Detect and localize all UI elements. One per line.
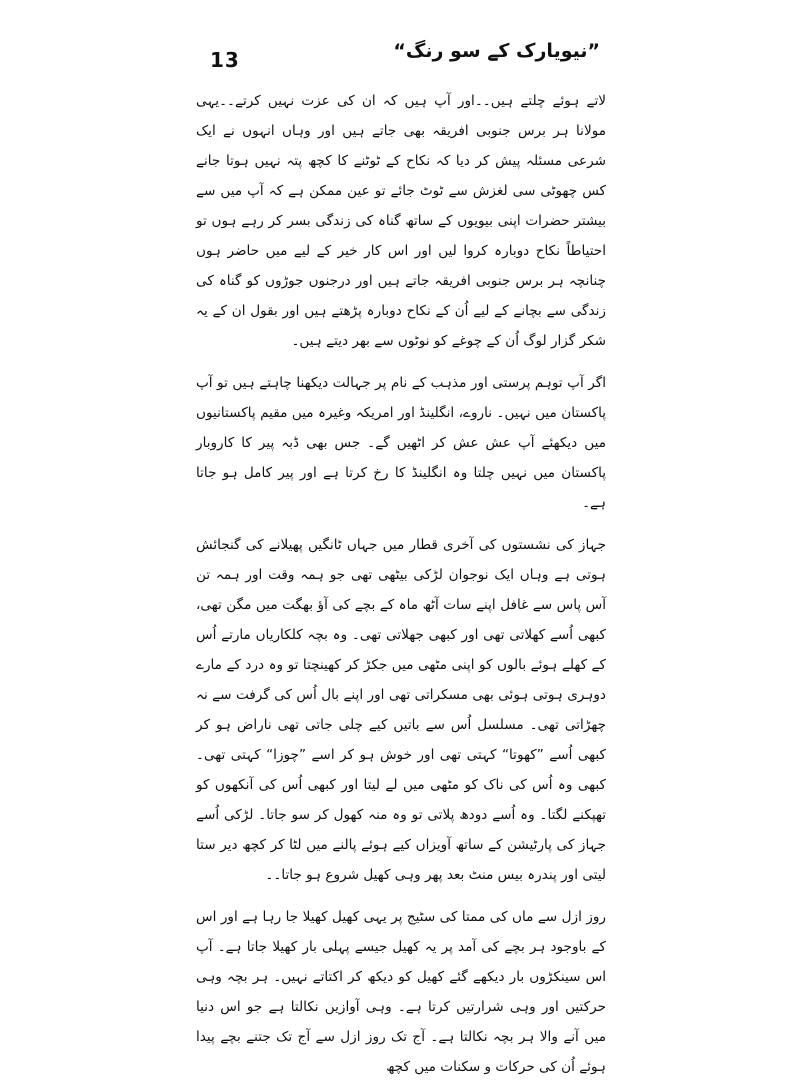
paragraph-4: روز ازل سے ماں کی ممتا کی سٹیج پر یہی کھیل کھیلا جا رہا ہے اور اس کے باوجود ہر بچے کی آمد پر یہ کھیل جیسے پہلی بار کھیلا جاتا ہے۔ آپ اس سینکڑوں بار دیکھے گئے کھیل کو دیکھ کر اکتاتے نہیں۔ ہر بچہ وہی حرکتیں اور وہی شرارتیں کرتا ہے۔ وہی آوازیں نکالتا ہے جو اس دنیا میں آنے والا ہر بچہ نکالتا ہے۔ آج تک روز ازل سے آج تک جتنے بچے پیدا ہوئے اُن کی حرکات و سکنات میں کچھ — [196, 909, 606, 1075]
paragraph-1: لاتے ہوئے چلتے ہیں۔۔اور آپ ہیں کہ ان کی عزت نہیں کرتے۔۔یہی مولانا ہر برس جنوبی افریقہ بھی جاتے ہیں اور وہاں انہوں نے ایک شرعی مسئلہ پیش کر دیا کہ نکاح کے ٹوٹنے کا کچھ پتہ نہیں ہوتا جانے کس چھوٹی سی لغزش سے ٹوٹ جائے تو عین ممکن ہے کہ آپ میں سے بیشتر حضرات اپنی بیویوں کے ساتھ گناہ کی زندگی بسر کر رہے ہوں تو احتیاطاً نکاح دوبارہ کروا لیں اور اس کار خیر کے لیے میں حاضر ہوں چنانچہ ہر برس جنوبی افریقہ جاتے ہیں اور درجنوں جوڑوں کو گناہ کی زندگی سے بچانے کے لیے اُن کے نکاح دوبارہ پڑھتے ہیں اور بقول ان کے یہ شکر گزار لوگ اُن کے چوغے کو نوٹوں سے بھر دیتے ہیں۔ — [196, 93, 606, 349]
page-number: 13 — [210, 48, 240, 72]
paragraph-2: اگر آپ توہم پرستی اور مذہب کے نام پر جہالت دیکھنا چاہتے ہیں تو آپ پاکستان میں نہیں۔ ناروے، انگلینڈ اور امریکہ وغیرہ میں مقیم پاکستانیوں میں دیکھئے آپ عش عش کر اٹھیں گے۔ جس بھی ڈبہ پیر کا کاروبار پاکستان میں نہیں چلتا وہ انگلینڈ کا رخ کرتا ہے اور پیر کامل ہو جاتا ہے۔ — [196, 375, 606, 511]
body-text — [196, 86, 606, 1075]
paragraph-3: جہاز کی نشستوں کی آخری قطار میں جہاں ٹانگیں پھیلانے کی گنجائش ہوتی ہے وہاں ایک نوجوان لڑکی بیٹھی تھی جو ہمہ وقت اور ہمہ تن آس پاس سے غافل اپنے سات آٹھ ماہ کے بچے کی آؤ بھگت میں مگن تھی، کبھی اُسے کھلاتی تھی اور کبھی جھلاتی تھی۔ وہ بچہ کلکاریاں مارتے اُس کے کھلے ہوئے بالوں کو اپنی مٹھی میں جکڑ کر کھینچتا تو وہ درد کے مارے دوہری ہوتی ہوئی بھی مسکراتی تھی اور اپنے بال اُس کی گرفت سے نہ چھڑاتی تھی۔ مسلسل اُس سے باتیں کیے چلی جاتی تھی ناراض ہو کر کبھی اُسے ”کھوتا“ کہتی تھی اور خوش ہو کر اسے ”چوزا“ کہتی تھی۔ کبھی وہ اُس کی ناک کو مٹھی میں لے لیتا اور کبھی اُس کی آنکھوں کو تھپکنے لگتا۔ وہ اُسے دودھ پلاتی تو وہ منہ کھول کر سو جاتا۔ لڑکی اُسے جہاز کی پارٹیشن کے ساتھ آویزاں کیے ہوئے پالنے میں لٹا کر کچھ دیر ستا لیتی اور پندرہ بیس منٹ بعد پھر وہی کھیل شروع ہو جاتا۔۔ — [196, 537, 606, 883]
running-title: ”نیویارک کے سو رنگ“ — [393, 40, 600, 62]
